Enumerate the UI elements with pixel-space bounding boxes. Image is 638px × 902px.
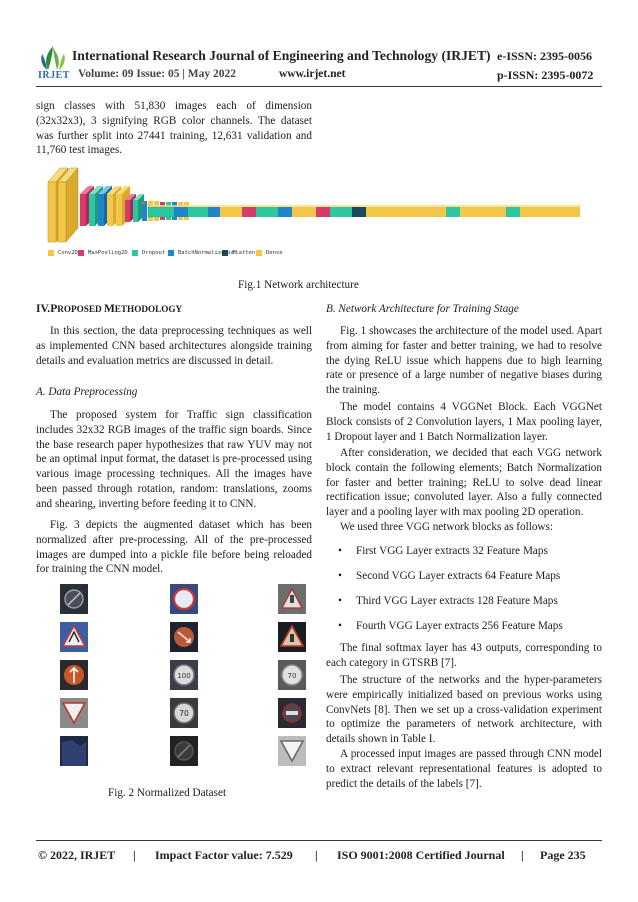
sign-tile-11 <box>170 698 198 728</box>
list-item: • Fourth VGG Layer extracts 256 Feature Maps <box>338 620 563 632</box>
sign-tile-8 <box>170 660 198 690</box>
svg-text:70: 70 <box>287 672 297 680</box>
legend-label-batchnormalization: BatchNormalization <box>178 250 238 256</box>
footer-separator: | <box>133 848 136 862</box>
header-rule <box>36 86 602 87</box>
architecture-paragraph-2: The model contains 4 VGGNet Block. Each VGGNet Block consists of 2 Convolution layers, 1 Max pooling layer, 1 Dropout layer and 1 Batch Normalization layer. <box>326 401 602 443</box>
legend-swatch-dropout <box>132 250 138 256</box>
journal-title: International Research Journal of Engineering and Technology (IRJET) <box>72 48 491 63</box>
figure-2-normalized-dataset <box>58 582 308 782</box>
sign-tile-12 <box>278 698 306 728</box>
legend-swatch-maxpooling2d <box>78 250 84 256</box>
footer-iso: ISO 9001:2008 Certified Journal <box>337 848 505 862</box>
sign-tile-9 <box>278 660 306 690</box>
architecture-paragraph-5: The final softmax layer has 43 outputs, corresponding to each category in GTSRB [7]. <box>326 642 602 669</box>
legend-label-maxpooling2d: MaxPooling2D <box>88 250 128 256</box>
p-issn: p-ISSN: 2395-0072 <box>497 68 594 82</box>
architecture-paragraph-4: We used three VGG network blocks as follows: <box>340 521 553 533</box>
sign-tile-10 <box>60 698 88 728</box>
sign-tile-15 <box>278 736 306 766</box>
subsection-heading-data-preprocessing: A. Data Preprocessing <box>36 386 138 398</box>
legend-swatch-batchnormalization <box>168 250 174 256</box>
list-item: • First VGG Layer extracts 32 Feature Maps <box>338 545 548 557</box>
sign-tile-3 <box>278 584 306 614</box>
footer-separator: | <box>315 848 318 862</box>
intro-paragraph: sign classes with 51,830 images each of dimension (32x32x3), 3 signifying RGB color channels. The dataset was further split into 27441 training, 12,631 validation and 11,760 test images. <box>36 100 312 157</box>
architecture-paragraph-1: Fig. 1 showcases the architecture of the model used. Apart from aiming for faster and better training, we had to resolve the dying ReLU issue which happens due to high learning rate or presence of a large number of negative biases during the training. <box>326 325 602 397</box>
logo-text: IRJET <box>38 70 70 81</box>
legend-label-dense: Dense <box>266 250 283 256</box>
bullet-icon: • <box>338 570 342 582</box>
architecture-paragraph-6: The structure of the networks and the hyper-parameters were empirically initialized based on previous works using ConvNets [8]. Then we set up a cross-validation experiment to optimize the parameters of network architecture, with details shown in Table I. <box>326 674 602 746</box>
traffic-sign-grid <box>58 582 308 782</box>
sign-tile-2 <box>170 584 198 614</box>
architecture-paragraph-3: After consideration, we decided that each VGG network block contain the following elements; Batch Normalization for faster and better training; ReLU to solve dead linear rectification issue; convoluted layer. Also a fully connected layer and a pooling layer with max pooling 2D operation. <box>326 447 602 519</box>
journal-logo <box>36 44 70 82</box>
bullet-icon: • <box>338 620 342 632</box>
e-issn: e-ISSN: 2395-0056 <box>497 49 592 63</box>
legend-swatch-dense <box>256 250 262 256</box>
fig2-caption: Fig. 2 Normalized Dataset <box>108 787 227 799</box>
methodology-paragraph-1: In this section, the data preprocessing techniques as well as implemented CNN based architectures alongside training details and evaluation metrics are discussed in detail. <box>36 325 312 367</box>
footer-copyright: © 2022, IRJET <box>38 848 116 862</box>
journal-website[interactable]: www.irjet.net <box>279 68 346 80</box>
vgg-layer-list <box>326 544 602 644</box>
footer-separator: | <box>521 848 524 862</box>
fig1-caption: Fig.1 Network architecture <box>238 279 359 291</box>
architecture-paragraph-7: A processed input images are passed through CNN model to extract relevant representational features is adopted to predict the details of the labels [7]. <box>326 748 602 790</box>
svg-text:100: 100 <box>177 672 191 680</box>
legend-label-flatten: Flatten <box>232 250 256 256</box>
list-item: • Third VGG Layer extracts 128 Feature Maps <box>338 595 558 607</box>
bullet-icon: • <box>338 545 342 557</box>
sign-tile-13 <box>60 736 88 766</box>
legend-label-conv2d: Conv2D <box>58 250 78 256</box>
footer-page-number: Page 235 <box>540 848 586 862</box>
sign-tile-1 <box>60 584 88 614</box>
sign-tile-7 <box>60 660 88 690</box>
svg-text:70: 70 <box>179 709 189 718</box>
footer-rule <box>36 840 602 841</box>
list-item: • Second VGG Layer extracts 64 Feature Maps <box>338 570 561 582</box>
legend-swatch-conv2d <box>48 250 54 256</box>
footer-impact-factor: Impact Factor value: 7.529 <box>155 848 293 862</box>
legend-label-dropout: Dropout <box>142 250 166 256</box>
sign-tile-6 <box>278 622 306 652</box>
sign-tile-14 <box>170 736 198 766</box>
layer-conv2d-2 <box>58 168 78 242</box>
figure-1-network-architecture <box>40 162 600 272</box>
sign-tile-5 <box>170 622 198 652</box>
methodology-paragraph-3: Fig. 3 depicts the augmented dataset which has been normalized after pre-processing. All of the pre-processed images are dumped into a pickle file before being reloaded for training the CNN model. <box>36 519 312 576</box>
methodology-paragraph-2: The proposed system for Traffic sign classification includes 32x32 RGB images of the traffic sign boards. Since the base research paper hypothesizes that raw YUV may not be an optimal input format, the dataset is pre-processed using various image processing techniques. All the images have been passed through rotation, random: translations, zooms and shearing, inverting before feeding it to CNN. <box>36 409 312 510</box>
layer-sequence <box>142 202 582 217</box>
bullet-icon: • <box>338 595 342 607</box>
section-heading-proposed-methodology: IV.PROPOSED METHODOLOGY <box>36 303 183 315</box>
subsection-heading-network-architecture: B. Network Architecture for Training Stage <box>326 303 519 315</box>
sign-tile-4 <box>60 622 88 652</box>
volume-issue: Volume: 09 Issue: 05 | May 2022 <box>78 68 236 80</box>
